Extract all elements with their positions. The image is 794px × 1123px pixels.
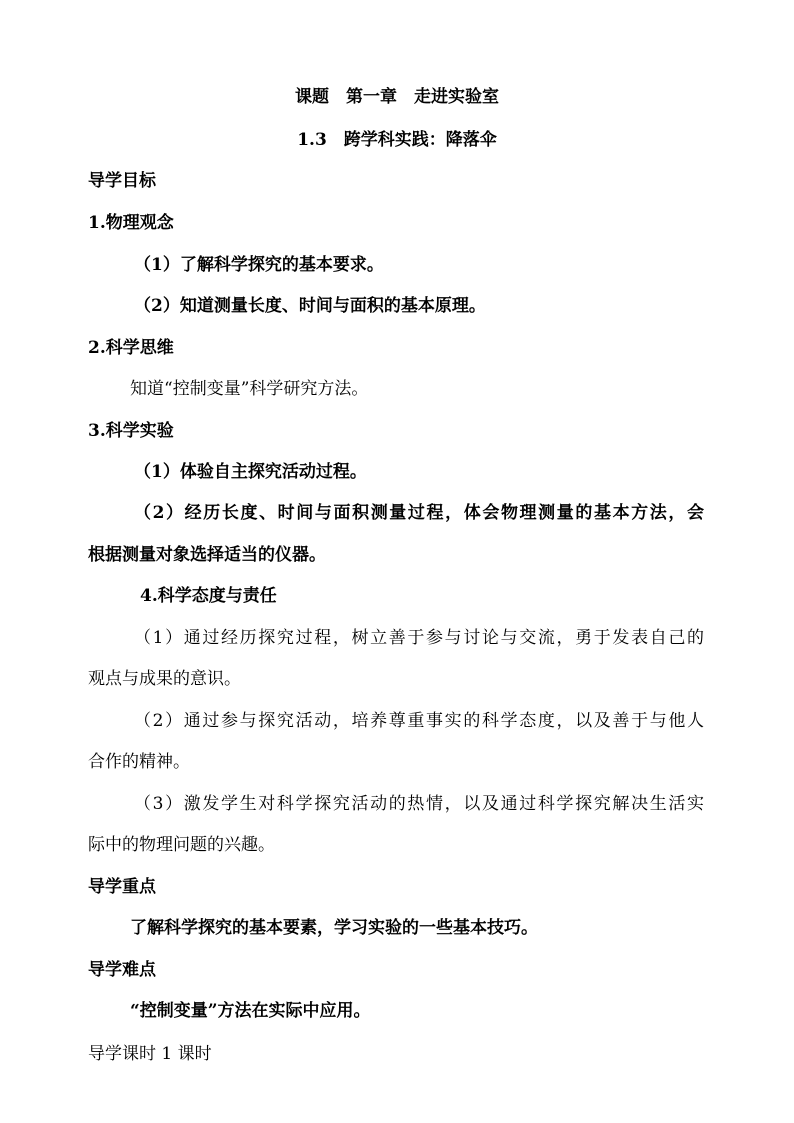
- class-hours: 导学课时 1 课时: [88, 1044, 212, 1064]
- goal-1-2: （2）知道测量长度、时间与面积的基本原理。: [134, 296, 486, 316]
- goal-4-1-line1: （1）通过经历探究过程，树立善于参与讨论与交流，勇于发表自己的: [134, 628, 704, 648]
- goal-1-1: （1）了解科学探究的基本要求。: [134, 255, 384, 275]
- heading-scientific-thinking: 2.科学思维: [88, 338, 174, 358]
- heading-scientific-experiment: 3.科学实验: [88, 421, 174, 441]
- goal-4-2-line2: 合作的精神。: [88, 752, 190, 772]
- heading-difficulties: 导学难点: [88, 960, 156, 980]
- goal-3-1: （1）体验自主探究活动过程。: [134, 462, 367, 482]
- title-chapter: 课题 第一章 走进实验室: [295, 87, 499, 107]
- goal-3-2-line1: （2）经历长度、时间与面积测量过程，体会物理测量的基本方法，会: [134, 503, 704, 523]
- heading-key-points: 导学重点: [88, 877, 156, 897]
- heading-physics-concept: 1.物理观念: [88, 213, 174, 233]
- goal-4-3-line2: 际中的物理问题的兴趣。: [88, 835, 275, 855]
- difficulties-text: “控制变量”方法在实际中应用。: [130, 1001, 371, 1021]
- goal-4-1-line2: 观点与成果的意识。: [88, 669, 241, 689]
- goal-4-3-line1: （3）激发学生对科学探究活动的热情，以及通过科学探究解决生活实: [134, 794, 704, 814]
- heading-goals: 导学目标: [88, 171, 156, 191]
- title-section: 1.3 跨学科实践：降落伞: [297, 130, 497, 150]
- goal-2-text: 知道“控制变量”科学研究方法。: [130, 379, 369, 399]
- goal-3-2-line2: 根据测量对象选择适当的仪器。: [88, 545, 326, 565]
- heading-attitude-responsibility: 4.科学态度与责任: [140, 586, 277, 606]
- key-points-text: 了解科学探究的基本要素，学习实验的一些基本技巧。: [130, 918, 538, 938]
- goal-4-2-line1: （2）通过参与探究活动，培养尊重事实的科学态度，以及善于与他人: [134, 711, 704, 731]
